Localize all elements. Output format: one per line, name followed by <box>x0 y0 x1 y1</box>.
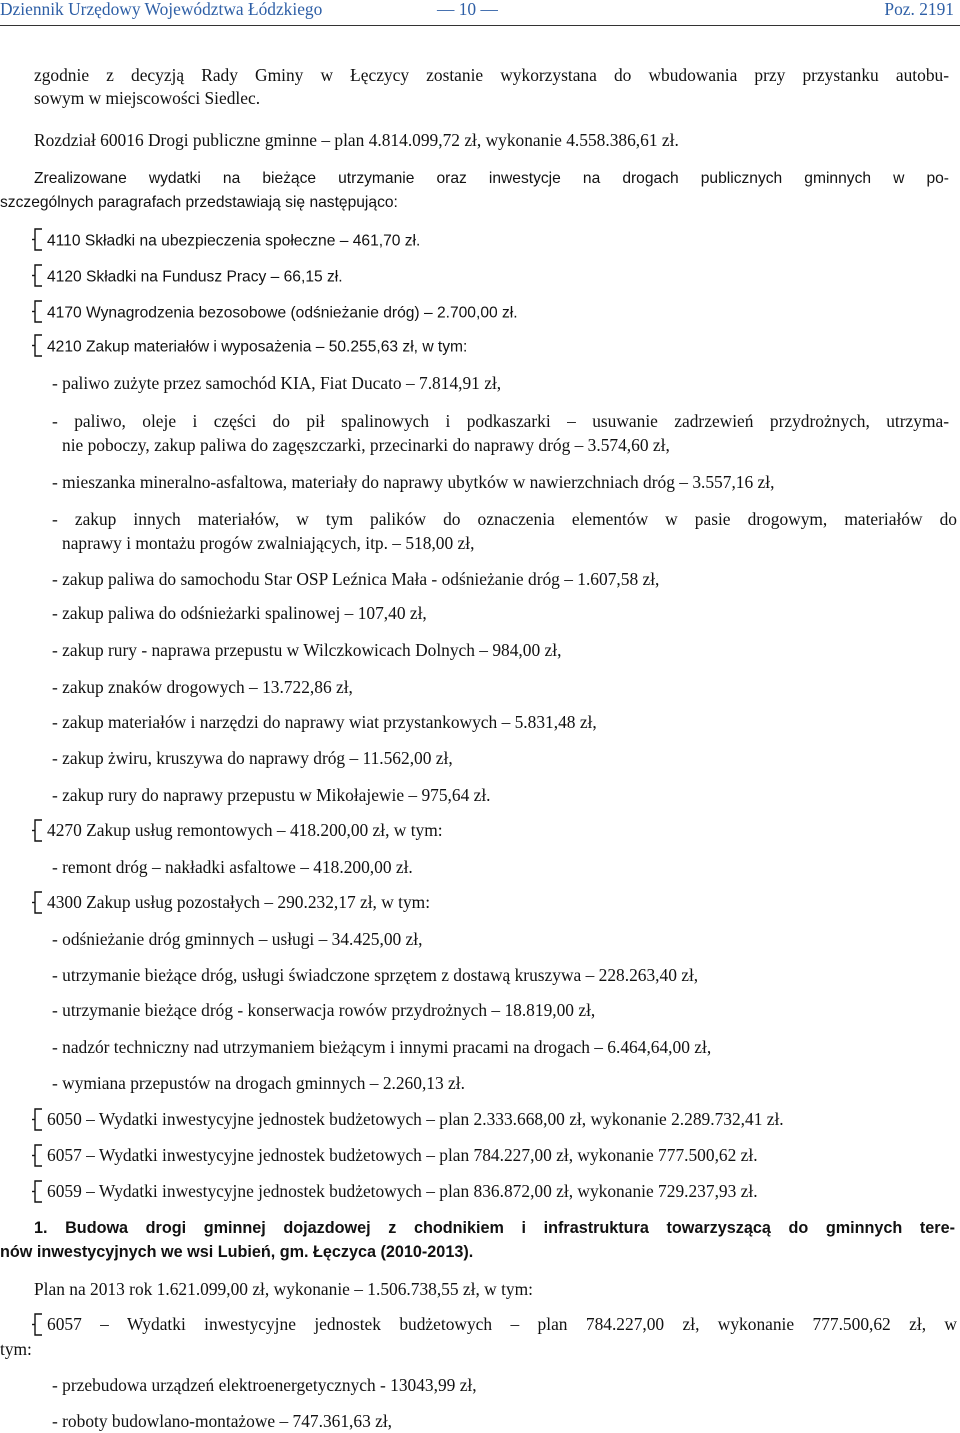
bullet-line <box>32 301 518 326</box>
line-text: - zakup innych materiałów, w tym palików do oznaczenia elementów w pasie drogowym, materiałów do <box>52 509 957 529</box>
line-text: - zakup paliwa do samochodu Star OSP Leźnica Mała - odśnieżanie dróg – 1.607,58 zł, <box>52 569 660 589</box>
sub-item-line <box>52 676 353 698</box>
dash-bullet-icon <box>32 299 43 324</box>
page-number: — 10 — <box>437 0 498 19</box>
line-text: - paliwo zużyte przez samochód KIA, Fiat Ducato – 7.814,91 zł, <box>52 373 502 393</box>
line-text: Zrealizowane wydatki na bieżące utrzymanie oraz inwestycje na drogach publicznych gminnych w po- <box>34 170 949 187</box>
sub-item-line <box>52 508 957 530</box>
line-text: 4210 Zakup materiałów i wyposażenia – 50.255,63 zł, w tym: <box>47 338 468 356</box>
line-text: Plan na 2013 rok 1.621.099,00 zł, wykonanie – 1.506.738,55 zł, w tym: <box>34 1279 533 1299</box>
line-text: zgodnie z decyzją Rady Gminy w Łęczycy zostanie wykorzystana do wbudowania przy przystanku autobu- <box>34 65 949 85</box>
dash-bullet-icon <box>32 1143 43 1168</box>
line-text: - remont dróg – nakładki asfaltowe – 418.200,00 zł. <box>52 857 413 877</box>
sub-item-line <box>52 1036 711 1058</box>
dash-bullet-icon <box>32 1179 43 1204</box>
sub-item-line <box>52 711 597 733</box>
line-text: - zakup żwiru, kruszywa do naprawy dróg – 11.562,00 zł, <box>52 748 453 768</box>
line-text: 4120 Składki na Fundusz Pracy – 66,15 zł. <box>47 268 343 286</box>
line-text: - roboty budowlano-montażowe – 747.361,63 zł, <box>52 1411 393 1431</box>
line-text: - wymiana przepustów na drogach gminnych – 2.260,13 zł. <box>52 1073 465 1093</box>
sub-item-line <box>52 1374 477 1396</box>
line-text: 4270 Zakup usług remontowych – 418.200,00 zł, w tym: <box>47 820 443 840</box>
line-text: - mieszanka mineralno-asfaltowa, materiały do naprawy ubytków w nawierzchniach dróg – 3.557,16 zł, <box>52 472 775 492</box>
sub-item-line <box>52 568 659 590</box>
dash-bullet-icon <box>32 818 43 843</box>
sub-item-line <box>52 784 491 806</box>
bullet-line <box>32 819 443 845</box>
sub-item-line <box>52 964 698 986</box>
line-text: - paliwo, oleje i części do pił spalinowych i podkaszarki – usuwanie zadrzewień przydrożnych, utrzyma- <box>52 411 949 431</box>
bold-heading-line <box>34 1217 955 1239</box>
sub-item-line <box>52 1410 392 1432</box>
line-text: nów inwestycyjnych we wsi Lubień, gm. Łęczyca (2010-2013). <box>0 1243 474 1261</box>
paragraph-line <box>34 168 949 190</box>
sub-item-line <box>52 747 453 769</box>
line-text: - zakup znaków drogowych – 13.722,86 zł, <box>52 677 353 697</box>
line-text: - nadzór techniczny nad utrzymaniem bieżącym i innymi pracami na drogach – 6.464,64,00 zł, <box>52 1037 712 1057</box>
sub-item-line <box>52 410 949 432</box>
section-heading-line <box>34 129 679 151</box>
sub-item-line <box>52 639 561 661</box>
dash-bullet-icon <box>32 1107 43 1132</box>
header-rule <box>0 25 960 26</box>
sub-item-line <box>62 532 474 554</box>
paragraph-line <box>0 1338 32 1360</box>
bullet-line <box>32 229 420 254</box>
line-text: Rozdział 60016 Drogi publiczne gminne – plan 4.814.099,72 zł, wykonanie 4.558.386,61 zł. <box>34 130 679 150</box>
line-text: 4170 Wynagrodzenia bezosobowe (odśnieżanie dróg) – 2.700,00 zł. <box>47 304 518 322</box>
line-text: 6057 – Wydatki inwestycyjne jednostek budżetowych – plan 784.227,00 zł, wykonanie 777.500,62 zł, w <box>47 1314 957 1334</box>
line-text: 6059 – Wydatki inwestycyjne jednostek budżetowych – plan 836.872,00 zł, wykonanie 729.237,93 zł. <box>47 1181 758 1201</box>
line-text: sowym w miejscowości Siedlec. <box>34 88 261 108</box>
sub-item-line <box>52 602 427 624</box>
line-text: 4110 Składki na ubezpieczenia społeczne – 461,70 zł. <box>47 232 421 250</box>
line-text: - zakup rury - naprawa przepustu w Wilczkowicach Dolnych – 984,00 zł, <box>52 640 562 660</box>
bullet-line <box>32 1144 758 1170</box>
line-text: 6057 – Wydatki inwestycyjne jednostek budżetowych – plan 784.227,00 zł, wykonanie 777.500,62 zł. <box>47 1145 758 1165</box>
dash-bullet-icon <box>32 227 43 252</box>
line-text: - odśnieżanie dróg gminnych – usługi – 34.425,00 zł, <box>52 929 423 949</box>
bullet-line <box>32 1180 758 1206</box>
sub-item-line <box>52 471 774 493</box>
line-text: 6050 – Wydatki inwestycyjne jednostek budżetowych – plan 2.333.668,00 zł, wykonanie 2.289.732,41 zł. <box>47 1109 784 1129</box>
sub-item-line <box>52 1072 465 1094</box>
line-text: 1. Budowa drogi gminnej dojazdowej z chodnikiem i infrastruktura towarzyszącą do gminnych tere- <box>34 1219 955 1237</box>
bullet-line <box>32 1313 957 1339</box>
running-header <box>0 0 960 24</box>
line-text: 4300 Zakup usług pozostałych – 290.232,17 zł, w tym: <box>47 892 431 912</box>
line-text: - utrzymanie bieżące dróg - konserwacja rowów przydrożnych – 18.819,00 zł, <box>52 1000 596 1020</box>
sub-item-line <box>52 999 595 1021</box>
paragraph-line <box>0 192 398 214</box>
line-text: nie poboczy, zakup paliwa do zagęszczarki, przecinarki do naprawy dróg – 3.574,60 zł, <box>62 435 670 455</box>
paragraph-line <box>34 64 949 86</box>
dash-bullet-icon <box>32 263 43 288</box>
line-text: naprawy i montażu progów zwalniających, itp. – 518,00 zł, <box>62 533 475 553</box>
sub-item-line <box>52 372 501 394</box>
line-text: - przebudowa urządzeń elektroenergetycznych - 13043,99 zł, <box>52 1375 477 1395</box>
line-text: tym: <box>0 1339 32 1359</box>
paragraph-line <box>34 1278 533 1300</box>
dash-bullet-icon <box>32 333 43 358</box>
line-text: szczególnych paragrafach przedstawiają się następująco: <box>0 194 398 211</box>
paragraph-line <box>34 87 260 109</box>
position-number: Poz. 2191 <box>884 0 954 19</box>
sub-item-line <box>52 856 413 878</box>
sub-item-line <box>62 434 670 456</box>
line-text: - zakup materiałów i narzędzi do naprawy wiat przystankowych – 5.831,48 zł, <box>52 712 597 732</box>
line-text: - utrzymanie bieżące dróg, usługi świadczone sprzętem z dostawą kruszywa – 228.263,40 zł, <box>52 965 699 985</box>
bullet-line <box>32 335 467 360</box>
bullet-line <box>32 1108 784 1134</box>
sub-item-line <box>52 928 422 950</box>
bullet-line <box>32 891 430 917</box>
dash-bullet-icon <box>32 1312 43 1337</box>
line-text: - zakup rury do naprawy przepustu w Mikołajewie – 975,64 zł. <box>52 785 491 805</box>
journal-title: Dziennik Urzędowy Województwa Łódzkiego <box>0 0 323 19</box>
dash-bullet-icon <box>32 890 43 915</box>
bullet-line <box>32 265 343 290</box>
bold-heading-line <box>0 1241 473 1263</box>
line-text: - zakup paliwa do odśnieżarki spalinowej – 107,40 zł, <box>52 603 427 623</box>
